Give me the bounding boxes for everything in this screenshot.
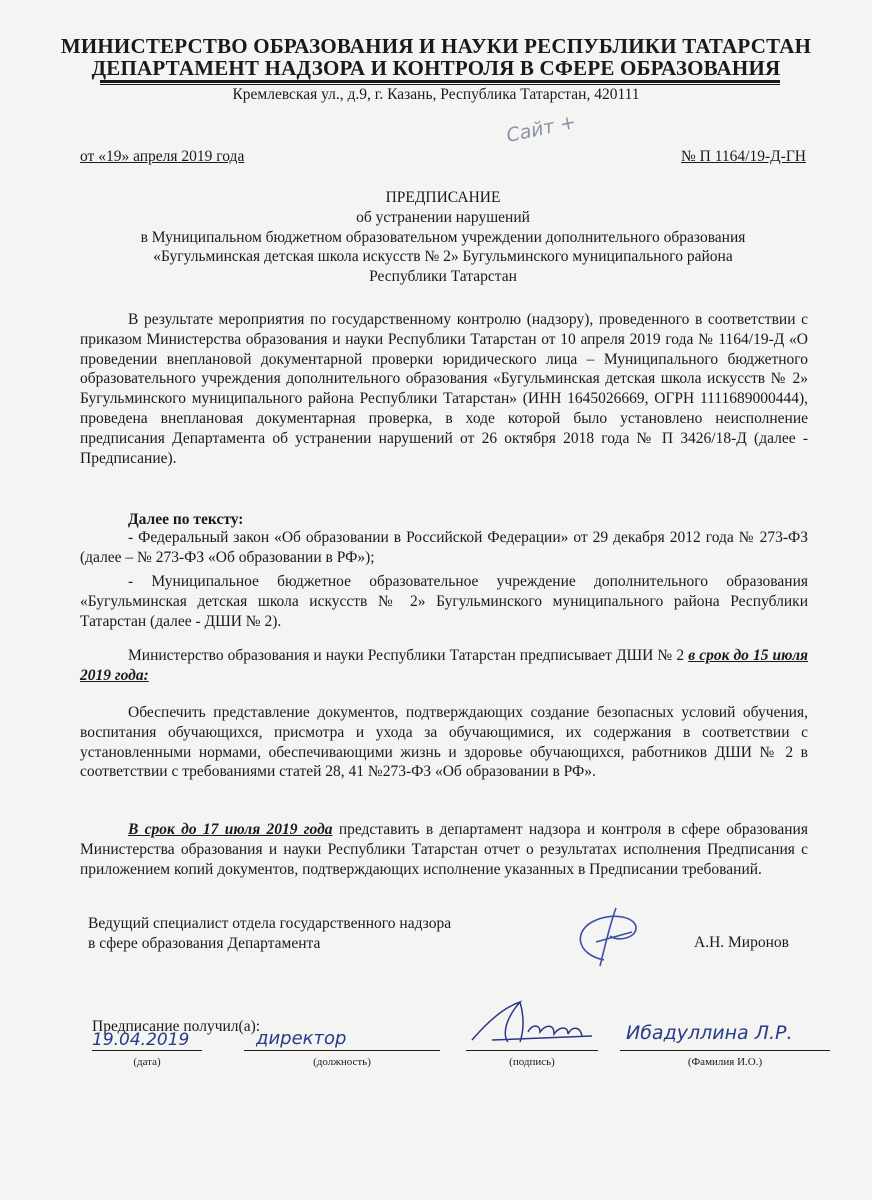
handwritten-note: Сайт +	[504, 110, 578, 148]
caption-position: (должность)	[313, 1056, 371, 1068]
title-line: Республики Татарстан	[369, 268, 517, 286]
paragraph-inspection-result: В результате мероприятия по государственному контролю (надзору), проведенного в соответствии с приказом Министерства образования и науки Республики Татарстан от 10 апреля 2019 года № 1164/19-Д «О проведении внеплановой документарной проверки юридического лица – Муниципального бюджетного образовательного учреждения дополнительного образования «Бугульминская детская школа искусств № 2» Бугульминского муниципального района Республики Татарстан» (ИНН 1645026669, ОГРН 1111689000444), проведена внеплановая документарная проверка, в ходе которой было установлено неисполнение предписания Департамента об устранении нарушений от 26 октября 2018 года № П 3426/18-Д (далее - Предписание).	[80, 311, 808, 467]
title-line: об устранении нарушений	[356, 208, 530, 226]
ministry-title: МИНИСТЕРСТВО ОБРАЗОВАНИЯ И НАУКИ РЕСПУБЛИКИ ТАТАРСТАН	[60, 34, 812, 58]
address-line: Кремлевская ул., д.9, г. Казань, Республика Татарстан, 420111	[232, 86, 640, 103]
definition-school: - Муниципальное бюджетное образовательное учреждение дополнительного образования «Бугульминская детская школа искусств № 2» Бугульминского муниципального района Республики Татарстан (далее - ДШИ № 2).	[80, 573, 808, 630]
prescription-text: Министерство образования и науки Республики Татарстан предписывает ДШИ № 2	[128, 647, 689, 664]
date-line	[92, 1050, 202, 1051]
signer-signature	[566, 902, 656, 972]
document-date: от «19» апреля 2019 года	[80, 148, 245, 165]
title-line: «Бугульминская детская школа искусств № 2» Бугульминского муниципального района	[153, 248, 733, 266]
caption-signature: (подпись)	[509, 1056, 555, 1068]
recipient-signature	[462, 996, 602, 1052]
report-deadline: В срок до 17 июля 2019 года	[128, 821, 333, 838]
receipt-date-handwritten: 19.04.2019	[92, 1030, 190, 1050]
position-line	[244, 1050, 440, 1051]
header-rule-thin	[100, 84, 780, 85]
signer-position-line: Ведущий специалист отдела государственного надзора	[88, 915, 452, 932]
signer-name: А.Н. Миронов	[694, 934, 789, 951]
document-number: № П 1164/19-Д-ГН	[680, 148, 806, 165]
receipt-name-handwritten: Ибадуллина Л.Р.	[626, 1022, 793, 1044]
definition-federal-law: - Федеральный закон «Об образовании в Российской Федерации» от 29 декабря 2012 года № 273-ФЗ (далее – № 273-ФЗ «Об образовании в РФ»);	[80, 529, 808, 566]
signer-position	[88, 914, 451, 954]
receipt-label: Предписание получил(а):	[92, 1018, 261, 1035]
prescription-deadline: в срок до 15 июля 2019 года:	[80, 647, 809, 684]
signer-position-line: в сфере образования Департамента	[88, 934, 321, 952]
name-line	[620, 1050, 830, 1051]
report-text: представить в департамент надзора и контроля в сфере образования Министерства образования и науки Республики Татарстан отчет о результатах исполнения Предписания с приложением копий документов, подтверждающих исполнение указанных в Предписании требований.	[80, 821, 808, 878]
paragraph-report	[80, 820, 808, 879]
department-title: ДЕПАРТАМЕНТ НАДЗОРА И КОНТРОЛЯ В СФЕРЕ ОБРАЗОВАНИЯ	[91, 56, 781, 80]
title-line: в Муниципальном бюджетном образовательном учреждении дополнительного образования	[140, 228, 746, 246]
caption-name: (Фамилия И.О.)	[687, 1056, 763, 1068]
document-heading: ПРЕДПИСАНИЕ	[385, 189, 501, 206]
signature-line	[466, 1050, 598, 1051]
paragraph-requirement: Обеспечить представление документов, подтверждающих создание безопасных условий обучения, воспитания обучающихся, присмотра и ухода за обучающимися, их содержания в соответствии с установленными нормами, обеспечивающими жизнь и здоровье обучающихся, работников ДШИ № 2 в соответствии с требованиями статей 28, 41 №273-ФЗ «Об образовании в РФ».	[80, 704, 808, 781]
definitions-heading: Далее по тексту:	[128, 511, 244, 528]
document-title-block	[80, 188, 806, 287]
paragraph-prescription	[80, 646, 808, 686]
caption-date: (дата)	[133, 1056, 161, 1068]
receipt-position-handwritten: директор	[256, 1028, 347, 1049]
header-rule-thick	[100, 80, 780, 83]
